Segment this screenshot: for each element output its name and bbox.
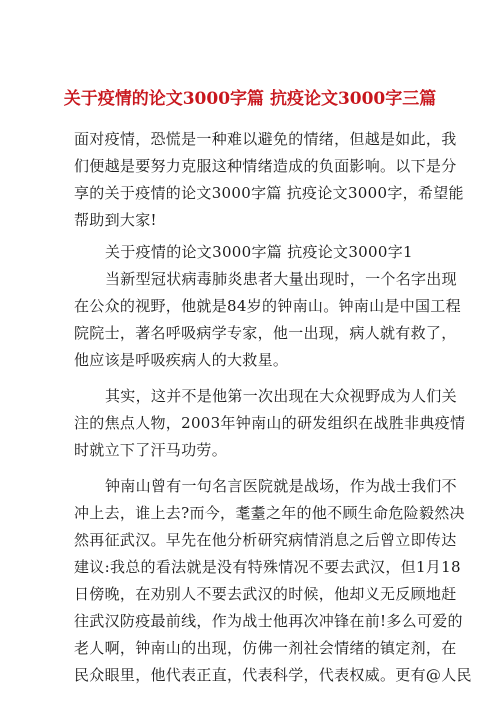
text-line: 注的焦点人物，2003年钟南山的研发组织在战胜非典疫情 bbox=[74, 414, 466, 432]
paragraph-3 bbox=[74, 473, 472, 689]
text-line: 他应该是呼吸疾病人的大救星。 bbox=[74, 351, 289, 369]
text-line: 日傍晚，在劝别人不要去武汉的时候，他却义无反顾地赶 bbox=[74, 585, 457, 603]
document-title: 关于疫情的论文3000字篇 抗疫论文3000字三篇 bbox=[63, 89, 437, 109]
text-line: 面对疫情，恐慌是一种难以避免的情绪，但越是如此，我 bbox=[74, 130, 457, 148]
text-line: 其实，这并不是他第一次出现在大众视野成为人们关 bbox=[105, 387, 457, 405]
text-line: 院院士，著名呼吸病学专家，他一出现，病人就有救了， bbox=[74, 324, 457, 342]
text-line: 时就立下了汗马功劳。 bbox=[74, 441, 228, 459]
text-line: 老人啊，钟南山的出现，仿佛一剂社会情绪的镇定剂，在 bbox=[74, 639, 457, 657]
text-line: 民众眼里，他代表正直，代表科学，代表权威。更有@人民 bbox=[74, 666, 472, 684]
paragraph-1 bbox=[74, 266, 461, 374]
text-line: 钟南山曾有一句名言医院就是战场，作为战士我们不 bbox=[105, 477, 457, 495]
text-line: 在公众的视野，他就是84岁的钟南山。钟南山是中国工程 bbox=[74, 297, 461, 315]
text-line: 享的关于疫情的论文3000字篇 抗疫论文3000字，希望能 bbox=[74, 184, 464, 202]
text-line: 们便越是要努力克服这种情绪造成的负面影响。以下是分 bbox=[74, 157, 457, 175]
text-line: 冲上去，谁上去?而今，耄耋之年的他不顾生命危险毅然决 bbox=[74, 504, 465, 522]
text-line: 然再征武汉。早先在他分析研究病情消息之后曾立即传达 bbox=[74, 531, 457, 549]
text-line: 建议:我总的看法就是没有特殊情况不要去武汉，但1月18 bbox=[74, 558, 461, 576]
paragraph-2 bbox=[74, 383, 466, 464]
section-heading bbox=[74, 239, 428, 266]
paragraph-intro bbox=[74, 126, 464, 234]
document-body bbox=[74, 126, 472, 689]
text-line: 关于疫情的论文3000字篇 抗疫论文3000字1 bbox=[105, 243, 413, 261]
text-line: 帮助到大家! bbox=[74, 211, 157, 229]
text-line: 往武汉防疫最前线，作为战士他再次冲锋在前!多么可爱的 bbox=[74, 612, 463, 630]
text-line: 当新型冠状病毒肺炎患者大量出现时，一个名字出现 bbox=[105, 270, 457, 288]
